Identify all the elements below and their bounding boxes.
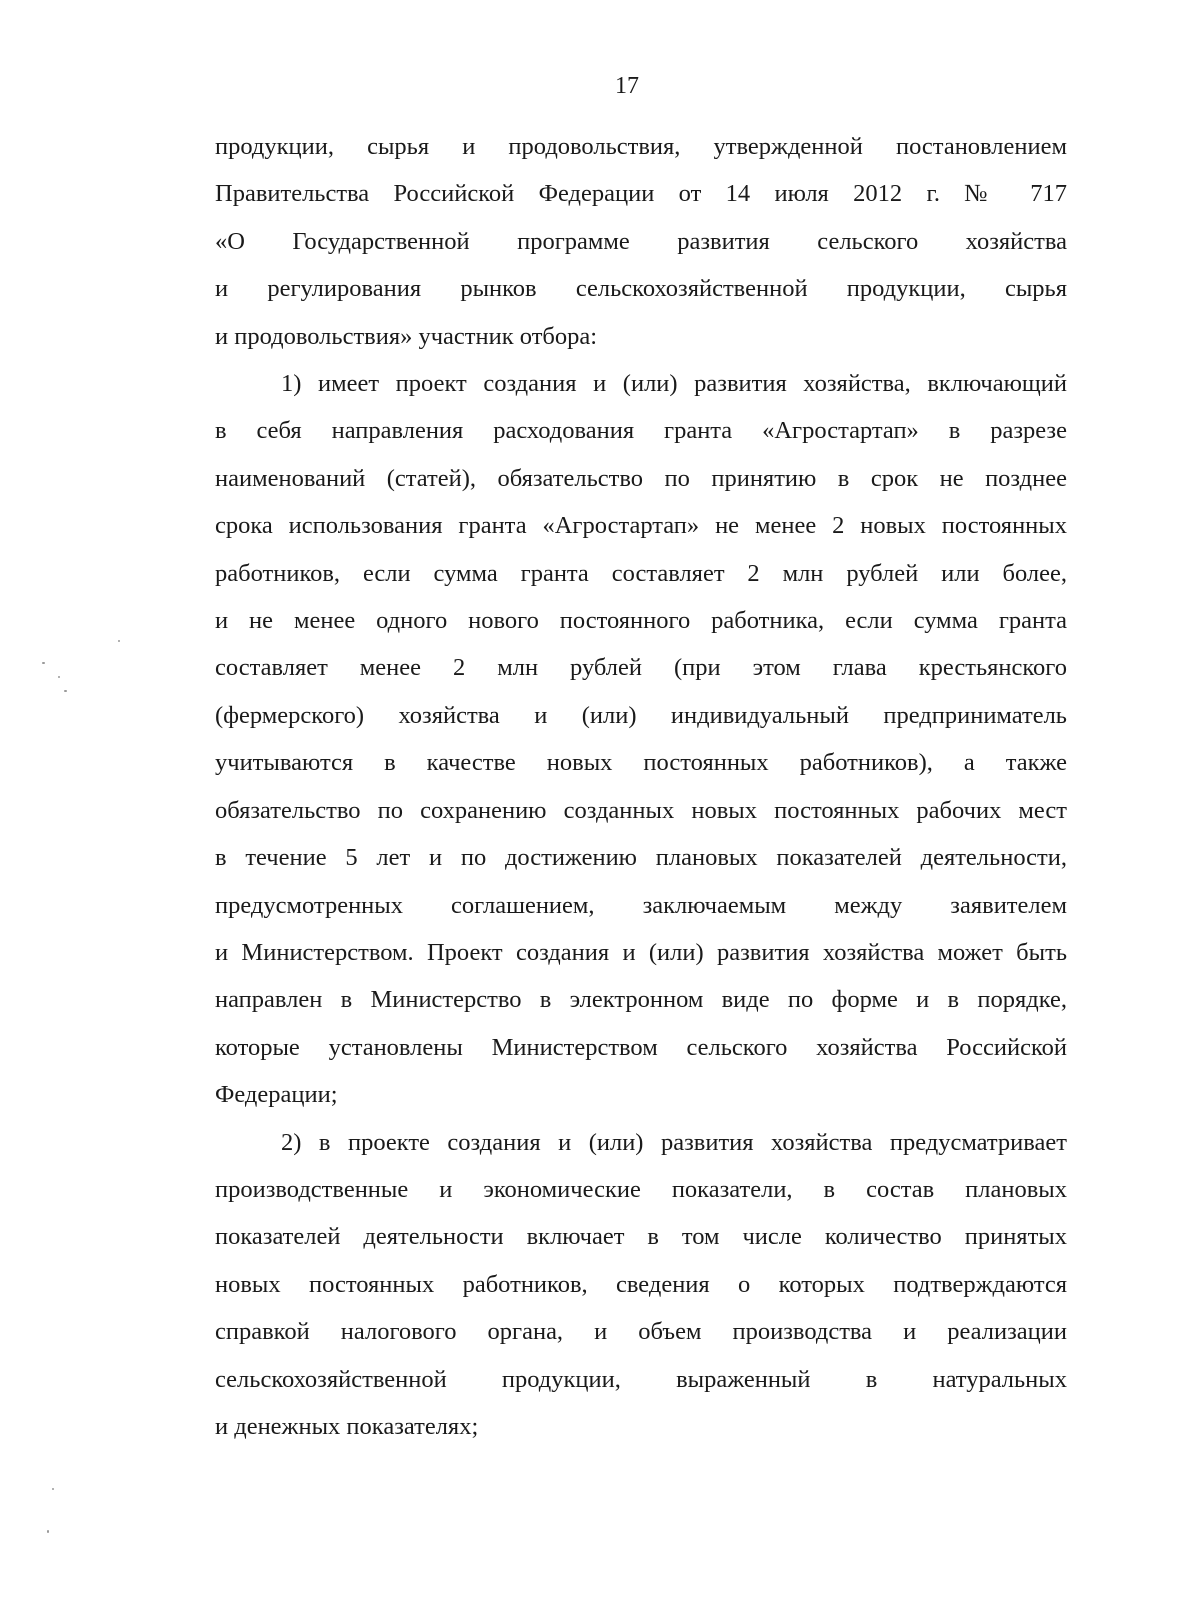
text-line: и денежных показателях; bbox=[215, 1412, 479, 1440]
text-line: срока использования гранта «Агростартап» не менее 2 новых постоянных bbox=[215, 512, 1067, 540]
text-line: сельскохозяйственной продукции, выраженный в натуральных bbox=[215, 1365, 1067, 1393]
text-line: обязательство по сохранению созданных новых постоянных рабочих мест bbox=[215, 796, 1067, 824]
text-line: новых постоянных работников, сведения о которых подтверждаются bbox=[215, 1270, 1067, 1298]
paragraph-intro bbox=[215, 123, 1067, 360]
scan-speck bbox=[64, 690, 67, 692]
scan-speck bbox=[52, 1488, 54, 1490]
text-line: Правительства Российской Федерации от 14 июля 2012 г. № 717 bbox=[215, 180, 1067, 208]
text-line: работников, если сумма гранта составляет 2 млн рублей или более, bbox=[215, 559, 1067, 587]
document-body bbox=[215, 123, 1067, 1450]
text-line: и Министерством. Проект создания и (или) развития хозяйства может быть bbox=[215, 938, 1067, 966]
text-line: в течение 5 лет и по достижению плановых показателей деятельности, bbox=[215, 844, 1067, 872]
scan-speck bbox=[58, 676, 60, 678]
text-line: Федерации; bbox=[215, 1081, 338, 1109]
page-number: 17 bbox=[615, 73, 639, 99]
text-line: показателей деятельности включает в том числе количество принятых bbox=[215, 1223, 1067, 1251]
paragraph-item-1 bbox=[215, 360, 1067, 1119]
scan-speck bbox=[42, 662, 45, 664]
text-line: (фермерского) хозяйства и (или) индивидуальный предприниматель bbox=[215, 701, 1067, 729]
text-line: и регулирования рынков сельскохозяйственной продукции, сырья bbox=[215, 275, 1067, 303]
text-line: 2) в проекте создания и (или) развития хозяйства предусматривает bbox=[281, 1128, 1067, 1156]
scan-speck bbox=[47, 1530, 49, 1533]
text-line: и не менее одного нового постоянного работника, если сумма гранта bbox=[215, 607, 1067, 635]
text-line: производственные и экономические показатели, в состав плановых bbox=[215, 1175, 1067, 1203]
text-line: наименований (статей), обязательство по принятию в срок не позднее bbox=[215, 464, 1067, 492]
text-line: продукции, сырья и продовольствия, утвержденной постановлением bbox=[215, 133, 1067, 160]
text-line: предусмотренных соглашением, заключаемым между заявителем bbox=[215, 891, 1067, 919]
text-line: «О Государственной программе развития сельского хозяйства bbox=[215, 227, 1067, 255]
text-line: в себя направления расходования гранта «Агростартап» в разрезе bbox=[215, 417, 1067, 445]
text-line: составляет менее 2 млн рублей (при этом глава крестьянского bbox=[215, 654, 1067, 682]
text-line: направлен в Министерство в электронном виде по форме и в порядке, bbox=[215, 986, 1067, 1014]
text-line: справкой налогового органа, и объем производства и реализации bbox=[215, 1318, 1067, 1346]
text-line: 1) имеет проект создания и (или) развития хозяйства, включающий bbox=[281, 370, 1067, 398]
paragraph-item-2 bbox=[215, 1119, 1067, 1451]
text-line: учитываются в качестве новых постоянных работников), а также bbox=[215, 749, 1067, 777]
text-line: которые установлены Министерством сельского хозяйства Российской bbox=[215, 1033, 1067, 1061]
scan-speck bbox=[118, 640, 120, 642]
text-line: и продовольствия» участник отбора: bbox=[215, 322, 598, 350]
